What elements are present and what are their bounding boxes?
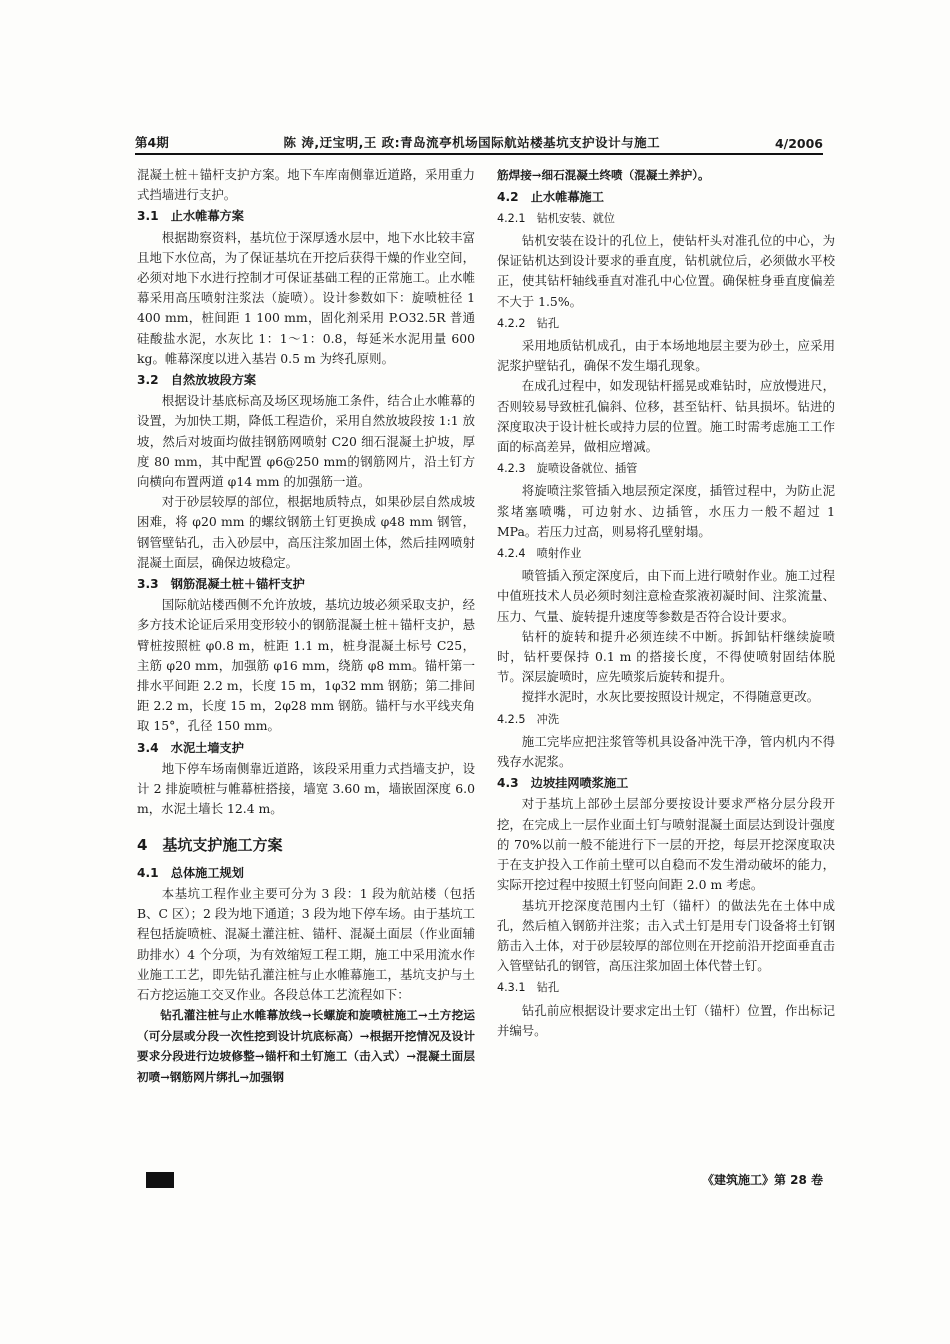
paragraph: 将旋喷注浆管插入地层预定深度，插管过程中，为防止泥浆堵塞喷嘴，可边射水、边插管，水压力一般不超过 1 MPa。若压力过高，则易将孔壁射塌。 [497,483,835,539]
right-column [497,165,835,1041]
subsubsection-heading: 4.2.4 喷射作业 [497,547,582,561]
subsubsection-heading: 4.2.3 旋喷设备就位、插管 [497,462,638,476]
paragraph: 钻孔前应根据设计要求定出土钉（锚杆）位置，作出标记并编号。 [497,1002,835,1038]
paragraph: 混凝土桩＋锚杆支护方案。地下车库南侧靠近道路，采用重力式挡墙进行支护。 [137,167,475,203]
subsubsection-heading: 4.2.2 钻孔 [497,316,560,330]
paragraph: 根据勘察资料，基坑位于深厚透水层中，地下水比较丰富且地下水位高，为了保证基坑在开挖后获得干燥的作业空间，必须对地下水进行控制才可保证基础工程的正常施工。止水帷幕采用高压喷射注浆法（旋喷）。设计参数如下：旋喷桩径 1 400 mm，桩间距 1 100 mm，固化剂采用 P.O32.5R 普通硅酸盐水泥，水灰比 1：1～1：0.8，每延米水泥用量 600 kg。帷幕深度以进入基岩 0.5 m 为终孔原则。 [137,229,475,366]
subsection-heading: 3.2 自然放坡段方案 [137,373,257,388]
paragraph: 基坑开挖深度范围内土钉（锚杆）的做法先在土体中成孔，然后植入钢筋并注浆；击入式土钉是用专门设备将土钉钢筋击入土体，对于砂层较厚的部位则在开挖前沿开挖面垂直击入管壁钻孔的钢管，高压注浆加固土体代替土钉。 [497,897,835,974]
journal-footer: 《建筑施工》第 28 卷 [701,1173,823,1187]
paragraph: 采用地质钻机成孔，由于本场地地层主要为砂土，应采用泥浆护壁钻孔，确保不发生塌孔现象。 [497,338,835,374]
paragraph: 国际航站楼西侧不允许放坡，基坑边坡必须采取支护，经多方技术论证后采用变形较小的钢筋混凝土桩＋锚杆支护，悬臂桩按照桩 φ0.8 m，桩距 1.1 m，桩身混凝土标号 C25，主筋 φ20 mm，加强筋 φ16 mm，绕筋 φ8 mm。锚杆第一排水平间距 2.2 m，长度 15 m，1φ32 mm 钢筋；第二排间距 2.2 m，长度 15 m，2φ28 mm 钢筋。锚杆与水平线夹角取 15°，孔径 150 mm。 [137,597,475,734]
paragraph: 施工完毕应把注浆管等机具设备冲洗干净，管内机内不得残存水泥浆。 [497,733,835,770]
paragraph: 喷管插入预定深度后，由下而上进行喷射作业。施工过程中值班技术人员必须时刻注意检查浆液初凝时间、注浆流量、压力、气量、旋转提升速度等参数是否符合设计要求。 [497,568,835,624]
subsection-heading: 4.3 边坡挂网喷浆施工 [497,776,629,791]
process-flow-text: 钻孔灌注桩与止水帷幕放线→长螺旋和旋喷桩施工→土方挖运（可分层或分段一次性挖到设计坑底标高）→根据开挖情况及设计要求分段进行边坡修整→锚杆和土钉施工（击入式）→混凝土面层初喷→钢筋网片绑扎→加强钢 [137,1008,475,1084]
subsection-heading: 3.3 钢筋混凝土桩＋锚杆支护 [137,577,305,592]
paragraph: 地下停车场南侧靠近道路，该段采用重力式挡墙支护，设计 2 排旋喷桩与帷幕桩搭接，墙宽 3.60 m，墙嵌固深度 6.0 m，水泥土墙长 12.4 m。 [137,760,475,817]
article-title: 陈 涛,迂宝明,王 政:青岛流亭机场国际航站楼基坑支护设计与施工 [283,135,661,150]
paragraph: 对于砂层较厚的部位，根据地质特点，如果砂层自然成坡困难，将 φ20 mm 的螺纹钢筋土钉更换成 φ48 mm 钢管，钢管壁钻孔，击入砂层中，高压注浆加固土体，然后挂网喷射混凝土面层，确保边坡稳定。 [137,494,475,570]
paragraph: 对于基坑上部砂土层部分要按设计要求严格分层分段开挖，在完成上一层作业面土钉与喷射混凝土面层达到设计强度的 70%以前一般不能进行下一层的开挖，每层开挖深度取决于在支护投入工作前土壁可以自稳而不发生滑动破坏的能力，实际开挖过程中按照土钉竖向间距 2.0 m 考虑。 [497,796,835,893]
subsection-heading: 3.4 水泥土墙支护 [137,740,244,755]
page-number-block [146,1172,174,1188]
running-header [135,133,823,151]
paragraph: 在成孔过程中，如发现钻杆摇晃或难钻时，应放慢进尺，否则较易导致桩孔偏斜、位移，甚至钻杆、钻具损坏。钻进的深度取决于设计桩长或持力层的位置。施工时需考虑施工工作面的标高差异，做相应增减。 [497,378,835,455]
section-heading: 4 基坑支护施工方案 [137,835,283,854]
header-rule [135,153,823,155]
subsubsection-heading: 4.3.1 钻孔 [497,981,560,995]
paragraph: 搅拌水泥时，水灰比要按照设计规定，不得随意更改。 [521,689,820,705]
paragraph: 钻杆的旋转和提升必须连续不中断。拆卸钻杆继续旋喷时，钻杆要保持 0.1 m 的搭接长度，不得使喷射固结体脱节。深层旋喷时，应先喷浆后旋转和提升。 [497,628,835,685]
issue-number: 第4期 [135,135,169,150]
subsubsection-heading: 4.2.1 钻机安装、就位 [497,211,615,225]
subsubsection-heading: 4.2.5 冲洗 [497,712,560,726]
subsection-heading: 4.1 总体施工规划 [137,865,244,880]
process-flow-text: 筋焊接→细石混凝土终喷（混凝土养护）。 [497,168,710,182]
paragraph: 根据设计基底标高及场区现场施工条件，结合止水帷幕的设置，为加快工期，降低工程造价，采用自然放坡段按 1:1 放坡，然后对坡面均做挂钢筋网喷射 C20 细石混凝土护坡，厚度 80 mm，其中配置 φ6@250 mm的钢筋网片，沿土钉方向横向布置两道 φ14 mm 的加强筋一道。 [137,393,475,490]
subsection-heading: 3.1 止水帷幕方案 [137,209,244,224]
left-column [137,165,475,1088]
paragraph: 本基坑工程作业主要可分为 3 段：1 段为航站楼（包括 B、C 区）；2 段为地下通道；3 段为地下停车场。由于基坑工程包括旋喷桩、混凝土灌注桩、锚杆、混凝土面层（作业面辅助排水）4 个分项，为有效缩短工程工期，施工中采用流水作业施工工艺，即先钻孔灌注桩与止水帷幕施工，基坑支护与土石方挖运施工交叉作业。各段总体工艺流程如下： [137,885,475,1002]
issue-date: 4/2006 [774,136,823,151]
paragraph: 钻机安装在设计的孔位上，使钻杆头对准孔位的中心，为保证钻机达到设计要求的垂直度，钻机就位后，必须做水平校正，使其钻杆轴线垂直对准孔中心位置。确保桩身垂直度偏差不大于 1.5%。 [497,233,835,309]
subsection-heading: 4.2 止水帷幕施工 [497,189,604,204]
